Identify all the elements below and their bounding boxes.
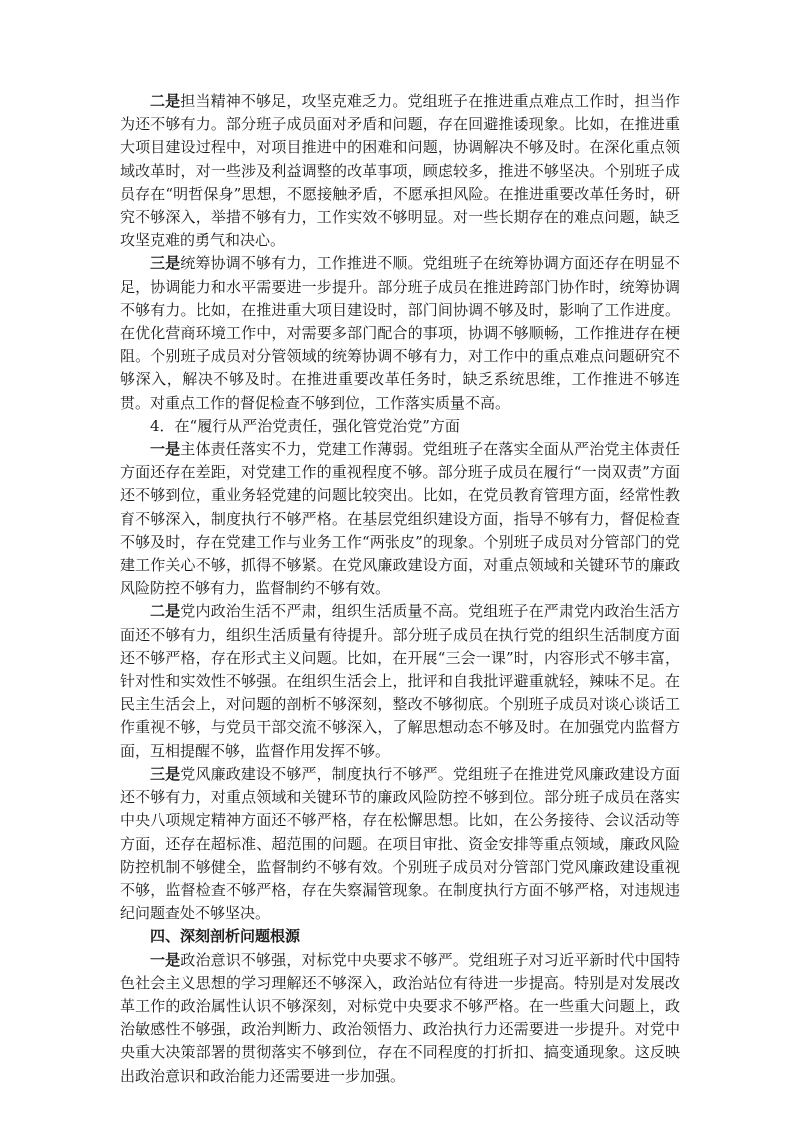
paragraph-text: 党内政治生活不严肃，组织生活质量不高。党组班子在严肃党内政治生活方面还不够有力，组织生活质量有待提升。部分班子成员在执行党的组织生活制度方面还不够严格，存在形式主义问题。比如，在开展“三会一课”时，内容形式不够丰富，针对性和实效性不够强。在组织生活会上，批评和自我批评避重就轻，辣味不足。在民主生活会上，对问题的剖析不够深刻，整改不够彻底。个别班子成员对谈心谈话工作重视不够，与党员干部交流不够深入，了解思想动态不够及时。在加强党内监督方面，互相提醒不够，监督作用发挥不够。 [120,602,680,760]
paragraph [120,763,680,925]
paragraph-text: 党风廉政建设不够严，制度执行不够严。党组班子在推进党风廉政建设方面还不够有力，对重点领域和关键环节的廉政风险防控不够到位。部分班子成员在落实中央八项规定精神方面还不够严格，存在松懈思想。比如，在公务接待、会议活动等方面，还存在超标准、超范围的问题。在项目审批、资金安排等重点领域，廉政风险防控机制不够健全，监督制约不够有效。个别班子成员对分管部门党风廉政建设重视不够，监督检查不够严格，存在失察漏管现象。在制度执行方面不够严格，对违规违纪问题查处不够坚决。 [120,764,680,923]
paragraph [120,438,680,600]
paragraph-text: 政治意识不够强，对标党中央要求不够严。党组班子对习近平新时代中国特色社会主义思想的学习理解还不够深入，政治站位有待进一步提高。特别是对发展改革工作的政治属性认识不够深刻，对标党中央要求不够严格。在一些重大问题上，政治敏感性不够强，政治判断力、政治领悟力、政治执行力还需要进一步提升。对党中央重大决策部署的贯彻落实不够到位，存在不同程度的打折扣、搞变通现象。这反映出政治意识和政治能力还需要进一步加强。 [120,950,680,1085]
section-subheading: 4．在“履行从严治党责任，强化管党治党”方面 [150,416,460,435]
document-page [120,90,680,1088]
paragraph-lead: 一是 [150,950,181,969]
paragraph-lead: 三是 [150,254,181,273]
paragraph-text: 统筹协调不够有力，工作推进不顺。党组班子在统筹协调方面还存在明显不足，协调能力和水平需要进一步提升。部分班子成员在推进跨部门协作时，统筹协调不够有力。比如，在推进重大项目建设时，部门间协调不够及时，影响了工作进度。在优化营商环境工作中，对需要多部门配合的事项，协调不够顺畅，工作推进存在梗阻。个别班子成员对分管领域的统筹协调不够有力，对工作中的重点难点问题研究不够深入，解决不够及时。在推进重要改革任务时，缺乏系统思维，工作推进不够连贯。对重点工作的督促检查不够到位，工作落实质量不高。 [120,254,680,412]
paragraph [120,600,680,762]
paragraph-lead: 一是 [150,440,181,459]
paragraph [120,90,680,252]
paragraph-lead: 二是 [150,602,181,621]
paragraph-text: 主体责任落实不力，党建工作薄弱。党组班子在落实全面从严治党主体责任方面还存在差距，对党建工作的重视程度不够。部分班子成员在履行“一岗双责”方面还不够到位，重业务轻党建的问题比较突出。比如，在党员教育管理方面，经常性教育不够深入，制度执行不够严格。在基层党组织建设方面，指导不够有力，督促检查不够及时，存在党建工作与业务工作“两张皮”的现象。个别班子成员对分管部门的党建工作关心不够，抓得不够紧。在党风廉政建设方面，对重点领域和关键环节的廉政风险防控不够有力，监督制约不够有效。 [120,440,680,598]
section-heading: 四、深刻剖析问题根源 [150,927,301,946]
paragraph [120,949,680,1088]
paragraph-text: 担当精神不够足，攻坚克难乏力。党组班子在推进重点难点工作时，担当作为还不够有力。部分班子成员面对矛盾和问题，存在回避推诿现象。比如，在推进重大项目建设过程中，对项目推进中的困难和问题，协调解决不够及时。在深化重点领域改革时，对一些涉及利益调整的改革事项，顾虑较多，推进不够坚决。个别班子成员存在“明哲保身”思想，不愿接触矛盾，不愿承担风险。在推进重要改革任务时，研究不够深入，举措不够有力，工作实效不够明显。对一些长期存在的难点问题，缺乏攻坚克难的勇气和决心。 [120,92,680,250]
paragraph-lead: 三是 [150,764,181,783]
paragraph [120,252,680,414]
paragraph-lead: 二是 [150,92,181,110]
